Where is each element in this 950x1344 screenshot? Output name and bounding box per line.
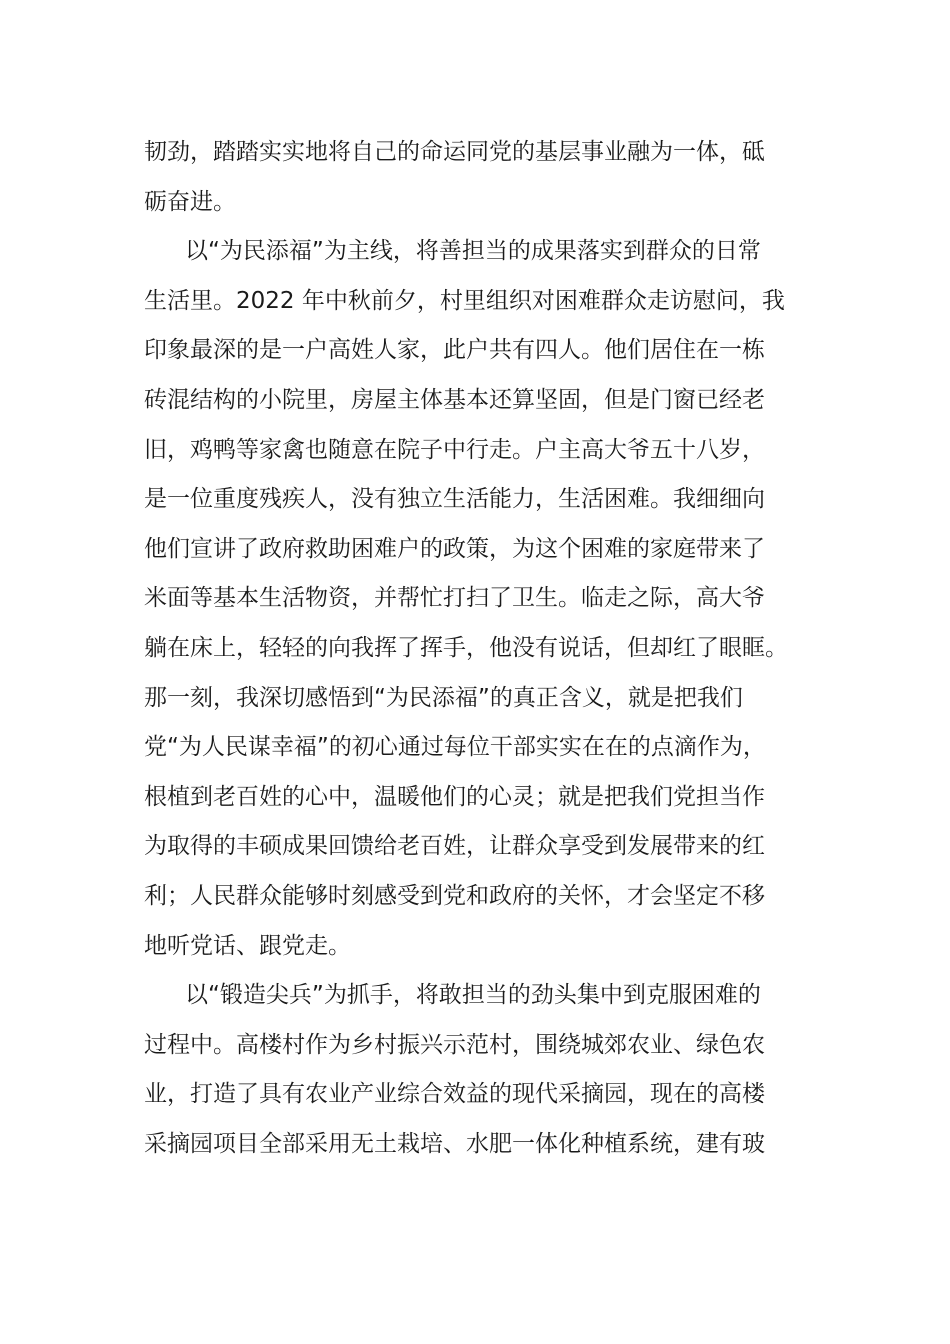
text-line: 印象最深的是一户高姓人家，此户共有四人。他们居住在一栋 <box>144 337 765 364</box>
text-line: 为取得的丰硕成果回馈给老百姓，让群众享受到发展带来的红 <box>144 833 765 860</box>
text-line: 他们宣讲了政府救助困难户的政策，为这个困难的家庭带来了 <box>144 535 765 562</box>
text-line: 砖混结构的小院里，房屋主体基本还算坚固，但是门窗已经老 <box>144 386 765 413</box>
text-line: 砺奋进。 <box>144 188 236 215</box>
text-line: 以“锻造尖兵”为抓手，将敢担当的劲头集中到克服困难的 <box>185 982 761 1009</box>
text-line: 采摘园项目全部采用无土栽培、水肥一体化种植系统，建有玻 <box>144 1130 765 1157</box>
text-line: 党“为人民谋幸福”的初心通过每位干部实实在在的点滴作为， <box>144 734 766 761</box>
paragraph <box>144 128 808 227</box>
text-line: 是一位重度残疾人，没有独立生活能力，生活困难。我细细向 <box>144 486 765 513</box>
text-line: 业，打造了具有农业产业综合效益的现代采摘园，现在的高楼 <box>144 1081 765 1108</box>
text-line: 过程中。高楼村作为乡村振兴示范村，围绕城郊农业、绿色农 <box>144 1031 765 1058</box>
paragraph <box>144 971 808 1169</box>
text-line: 利；人民群众能够时刻感受到党和政府的关怀，才会坚定不移 <box>144 882 765 909</box>
text-line: 以“为民添福”为主线，将善担当的成果落实到群众的日常 <box>185 238 761 265</box>
paragraph <box>144 227 808 971</box>
text-line: 旧，鸡鸭等家禽也随意在院子中行走。户主高大爷五十八岁， <box>144 436 765 463</box>
text-line: 韧劲，踏踏实实地将自己的命运同党的基层事业融为一体，砥 <box>144 139 765 165</box>
text-line: 米面等基本生活物资，并帮忙打扫了卫生。临走之际，高大爷 <box>144 585 765 612</box>
text-line: 躺在床上，轻轻的向我挥了挥手，他没有说话，但却红了眼眶。 <box>144 634 788 661</box>
text-line: 生活里。2022 年中秋前夕，村里组织对困难群众走访慰问，我 <box>144 287 785 314</box>
text-line: 根植到老百姓的心中，温暖他们的心灵；就是把我们党担当作 <box>144 783 765 810</box>
text-line: 地听党话、跟党走。 <box>144 932 351 959</box>
document-body <box>144 128 808 1169</box>
text-line: 那一刻，我深切感悟到“为民添福”的真正含义，就是把我们 <box>144 684 743 711</box>
